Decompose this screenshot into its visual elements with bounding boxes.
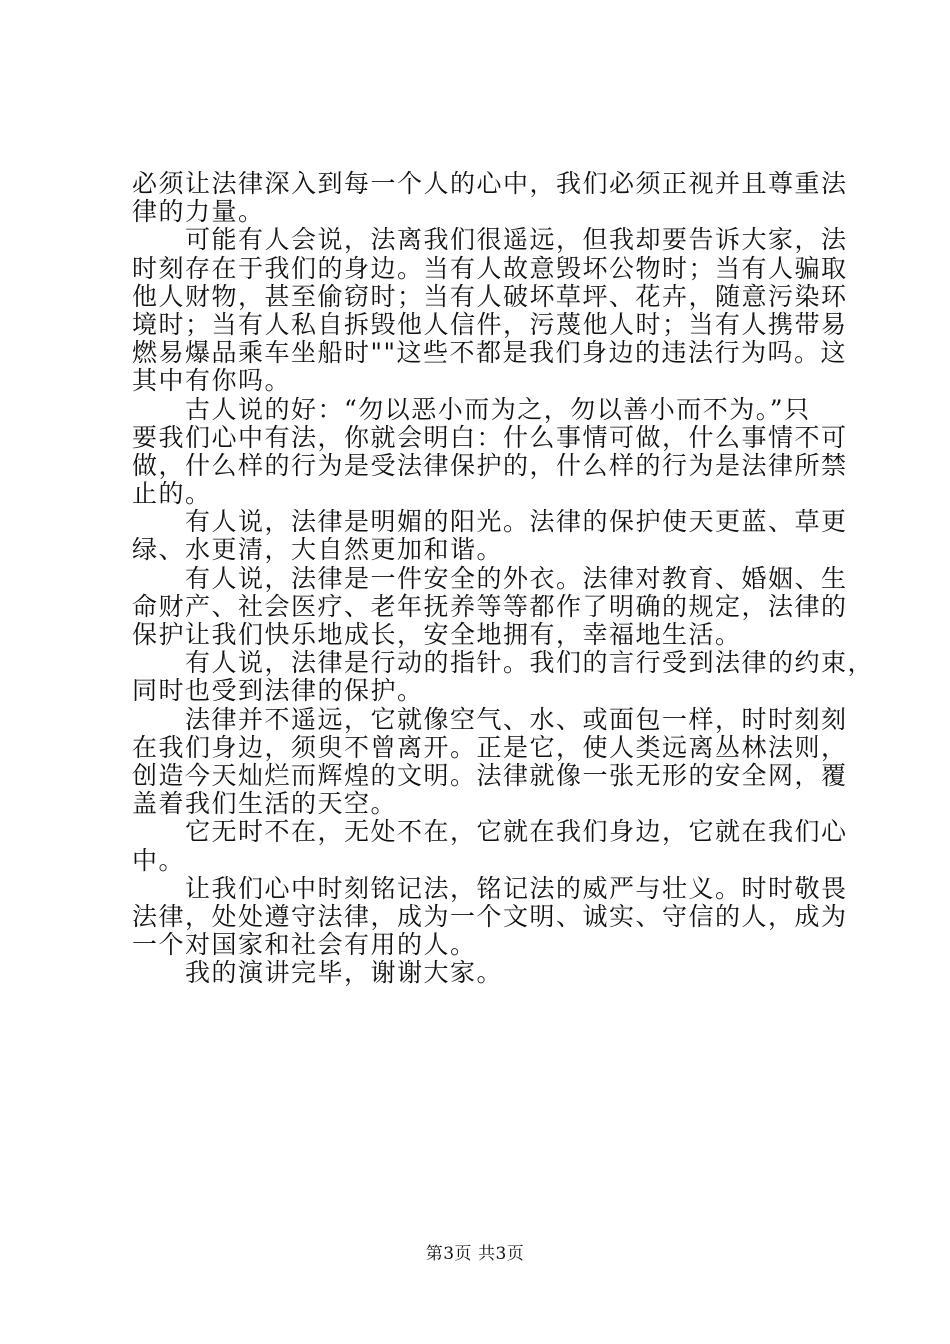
text-line: 中。 xyxy=(132,845,186,875)
text-line: 命财产、社会医疗、老年抚养等等都作了明确的规定，法律的 xyxy=(132,591,848,621)
text-line: 在我们身边，须臾不曾离开。正是它，使人类远离丛林法则， xyxy=(132,732,848,762)
text-line: 可能有人会说，法离我们很遥远，但我却要告诉大家，法 xyxy=(132,225,848,255)
text-line: 我的演讲完毕，谢谢大家。 xyxy=(132,958,504,988)
text-line: 有人说，法律是行动的指针。我们的言行受到法律的约束， xyxy=(132,648,875,678)
text-line: 盖着我们生活的天空。 xyxy=(132,789,398,819)
text-line: 让我们心中时刻铭记法，铭记法的威严与壮义。时时敬畏 xyxy=(132,873,848,903)
text-line: 绿、水更清，大自然更加和谐。 xyxy=(132,535,504,565)
text-line: 有人说，法律是一件安全的外衣。法律对教育、婚姻、生 xyxy=(132,563,848,593)
text-line: 境时；当有人私自拆毁他人信件，污蔑他人时；当有人携带易 xyxy=(132,309,848,339)
text-line: 他人财物，甚至偷窃时；当有人破坏草坪、花卉，随意污染环 xyxy=(132,281,848,311)
text-line: 创造今天灿烂而辉煌的文明。法律就像一张无形的安全网，覆 xyxy=(132,760,848,790)
text-line: 止的。 xyxy=(132,479,212,509)
text-line: 律的力量。 xyxy=(132,197,265,227)
text-line: 必须让法律深入到每一个人的心中，我们必须正视并且尊重法 xyxy=(132,169,848,198)
text-line: 燃易爆品乘车坐船时""这些不都是我们身边的违法行为吗。这 xyxy=(132,338,848,368)
speech-body-text xyxy=(132,169,875,988)
text-line: 法律并不遥远，它就像空气、水、或面包一样，时时刻刻 xyxy=(132,704,848,734)
text-line: 同时也受到法律的保护。 xyxy=(132,676,424,706)
text-line: 时刻存在于我们的身边。当有人故意毁坏公物时；当有人骗取 xyxy=(132,253,848,283)
text-line: 保护让我们快乐地成长，安全地拥有，幸福地生活。 xyxy=(132,620,742,649)
text-line: 一个对国家和社会有用的人。 xyxy=(132,930,477,960)
text-line: 有人说，法律是明媚的阳光。法律的保护使天更蓝、草更 xyxy=(132,507,848,537)
text-line: 要我们心中有法，你就会明白：什么事情可做，什么事情不可 xyxy=(132,422,848,452)
page-number-footer: 第3页 共3页 xyxy=(425,1244,525,1264)
text-line: 它无时不在，无处不在，它就在我们身边，它就在我们心 xyxy=(132,817,848,847)
text-line: 做，什么样的行为是受法律保护的，什么样的行为是法律所禁 xyxy=(132,450,848,480)
text-line: 法律，处处遵守法律，成为一个文明、诚实、守信的人，成为 xyxy=(132,901,848,931)
text-line: 其中有你吗。 xyxy=(132,366,292,396)
text-line: 古人说的好：“勿以恶小而为之，勿以善小而不为。”只 xyxy=(132,394,811,424)
